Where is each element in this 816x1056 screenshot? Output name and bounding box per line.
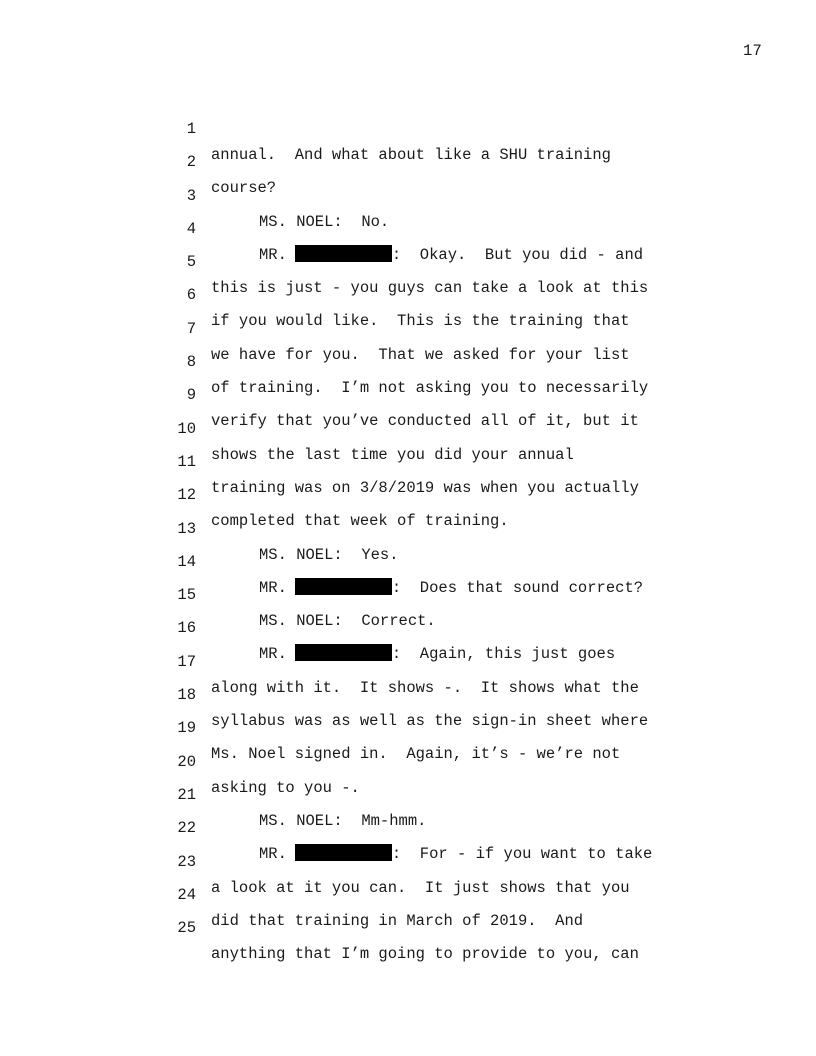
line-text: anything that I’m going to provide to you, can <box>211 945 639 964</box>
transcript-line <box>0 190 816 264</box>
line-number: 11 <box>177 452 196 471</box>
speaker-line-text: MS. NOEL: No. <box>259 212 390 231</box>
line-number: 25 <box>177 919 196 938</box>
line-number: 22 <box>177 819 196 838</box>
line-number: 8 <box>186 353 196 372</box>
transcript-body <box>0 90 816 964</box>
line-number: 15 <box>177 586 196 605</box>
speaker-line-text: MS. NOEL: Yes. <box>259 545 399 564</box>
line-number: 17 <box>177 652 196 671</box>
speaker-statement: : Does that sound correct? <box>391 578 644 597</box>
line-text: completed that week of training. <box>211 512 509 531</box>
line-number: 10 <box>177 419 196 438</box>
speaker-statement: : For - if you want to take <box>391 845 653 864</box>
line-number: 1 <box>186 120 196 138</box>
line-text: training was on 3/8/2019 was when you actually <box>211 478 639 497</box>
line-number: 7 <box>186 319 196 338</box>
line-number: 6 <box>186 286 196 305</box>
transcript-line <box>0 157 816 231</box>
line-number: 3 <box>186 186 196 205</box>
transcript-line <box>0 223 816 298</box>
line-text: verify that you’ve conducted all of it, but it <box>211 412 639 431</box>
line-number: 9 <box>186 386 196 405</box>
line-text: annual. And what about like a SHU training <box>211 146 611 164</box>
line-number: 20 <box>177 752 196 771</box>
line-number: 24 <box>177 885 196 904</box>
line-text: Ms. Noel signed in. Again, it’s - we’re not <box>211 745 621 764</box>
speaker-prefix: MR. <box>259 245 287 264</box>
speaker-prefix: MR. <box>259 645 287 664</box>
line-number: 12 <box>177 486 196 505</box>
transcript-line <box>0 256 816 331</box>
line-number: 2 <box>186 153 196 172</box>
line-number: 16 <box>177 619 196 638</box>
line-text: along with it. It shows -. It shows what the <box>211 678 639 697</box>
transcript-line <box>0 90 816 164</box>
line-number: 18 <box>177 686 196 705</box>
line-text: did that training in March of 2019. And <box>211 911 584 930</box>
speaker-prefix: MR. <box>259 845 287 864</box>
line-text: course? <box>211 179 277 198</box>
line-text: of training. I’m not asking you to necessarily <box>211 379 649 398</box>
line-number: 21 <box>177 785 196 804</box>
line-number: 14 <box>177 552 196 571</box>
page-number: 17 <box>742 42 762 60</box>
speaker-statement: : Okay. But you did - and <box>391 245 644 264</box>
line-text: if you would like. This is the training that <box>211 312 630 331</box>
line-number: 13 <box>177 519 196 538</box>
line-text: this is just - you guys can take a look at this <box>211 279 649 298</box>
line-number: 5 <box>186 253 196 272</box>
transcript-line <box>0 889 816 964</box>
transcript-line <box>0 290 816 364</box>
line-text: we have for you. That we asked for your list <box>211 345 630 364</box>
speaker-prefix: MR. <box>259 578 287 597</box>
line-number: 19 <box>177 719 196 738</box>
line-text: shows the last time you did your annual <box>211 445 574 464</box>
line-text: syllabus was as well as the sign-in sheet where <box>211 712 649 731</box>
line-text: asking to you -. <box>211 778 360 797</box>
speaker-line-text: MS. NOEL: Mm-hmm. <box>259 811 427 830</box>
line-number: 4 <box>186 219 196 238</box>
speaker-statement: : Again, this just goes <box>391 645 616 664</box>
transcript-line <box>0 323 816 398</box>
speaker-line-text: MS. NOEL: Correct. <box>259 612 436 631</box>
transcript-line <box>0 123 816 198</box>
line-number: 23 <box>177 852 196 871</box>
line-text: a look at it you can. It just shows that you <box>211 878 630 897</box>
